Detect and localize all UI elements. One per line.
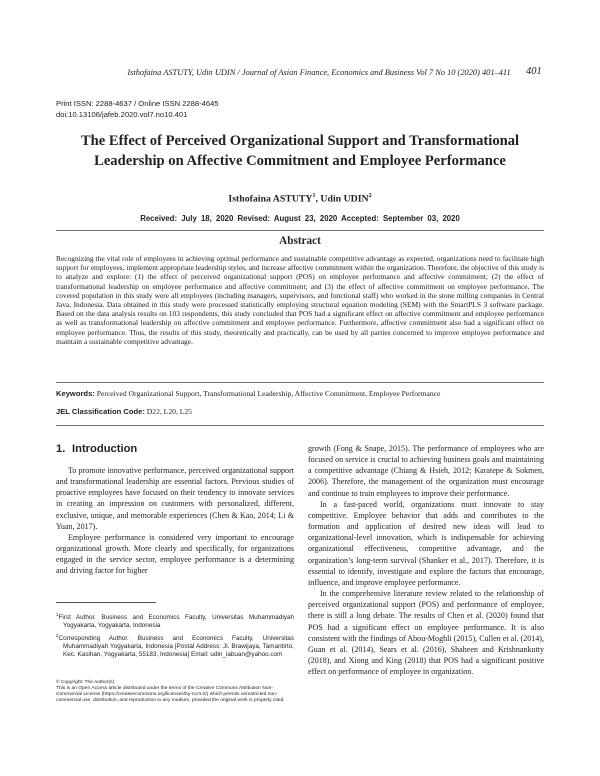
intro-paragraph: In the comprehensive literature review related to the relationship of perceived organizational support (POS) and performance of employee, there is still a long debate. The results of Chen et al. (2020) found that POS had a significant effect on employee performance. It is also consistent with the findings of Abou-Moghli (2015), Cullen et al. (2014), Guan et al. (2014), Sears et al. (2016), Shaheen and Krishnankutty (2018), and Xiong and King (2018) that POS had a significant positive effect on performance of employee in organization.: [308, 589, 544, 677]
abstract-heading: Abstract: [279, 235, 321, 247]
footnote: [56, 632, 294, 660]
submission-dates: Received: July 18, 2020 Revised: August 23, 2020 Accepted: September 03, 2020: [140, 214, 460, 223]
footnote: [56, 611, 294, 631]
page-number: 401: [526, 66, 542, 77]
section-title: Introduction: [72, 443, 138, 455]
section-number: 1.: [56, 443, 66, 455]
intro-paragraph: Employee performance is considered very important to encourage organizational growth. More clearly and specifically, for organizations engaged in the service sector, employee performance is a determining and driving factor for higher: [56, 532, 294, 576]
keywords-line: [56, 389, 544, 398]
author-1-affiliation-mark: 1: [312, 193, 316, 199]
footnote-text: First Author. Business and Economics Faculty, Universitas Muhammadiyah Yogyakarta, Yogyakarta, Indonesia: [58, 614, 294, 630]
footnotes: [56, 611, 294, 661]
abstract-top-rule: [56, 230, 544, 231]
issn-line: Print ISSN: 2288-4637 / Online ISSN 2288-4645: [56, 99, 219, 108]
footnote-mark: 2: [56, 632, 59, 638]
running-head: Isthofaina ASTUTY, Udin UDIN / Journal of Asian Finance, Economics and Business Vol 7 No 10 (2020) 401–411: [127, 68, 511, 77]
doi-line: doi:10.13106/jafeb.2020.vol7.no10.401: [56, 109, 188, 119]
intro-paragraph: To promote innovative performance, perceived organizational support and transformational leadership are essential factors. Previous studies of proactive employees have focused on their tendency to innovate services in creating an impression on customers with personalized, different, exclusive, unique, and memorable experiences (Chen & Kao, 2014; Li & Yuan, 2017).: [56, 466, 294, 531]
license-text: This is an Open Access article distributed under the terms of the Creative Commons Attribution Non-Commercial License (https://creativecommons.org/licenses/by-nc/4.0/) which permits unrestricted non-commercial use, distribution, and reproduction in any medium, provided the original work is properly cited.: [56, 686, 285, 704]
author-list: [0, 193, 600, 204]
left-column: [56, 465, 294, 577]
footnote-mark: 1: [56, 612, 59, 617]
license-notice: [56, 680, 294, 704]
jel-line: [56, 407, 544, 416]
keywords-label: Keywords:: [56, 389, 95, 398]
author-1: Isthofaina ASTUTY: [228, 193, 313, 205]
footnote-rule: [56, 602, 156, 603]
copyright-line: © Copyright: The Author(s): [56, 680, 115, 685]
paper-title: [40, 131, 560, 171]
keywords-text: Perceived Organizational Support, Transformational Leadership, Affective Commitment, Employee Performance: [94, 389, 441, 398]
author-2: Udin UDIN: [320, 193, 369, 205]
footnote-text: Corresponding Author. Business and Economics Faculty, Universitas Muhammadiyah Yogyakarta, Indonesia [Postal Address: Jl. Brawijaya, Tamantirto, Kec. Kasihan, Yogyakarta, 55183, Indonesia] Email: udin_labuan@yahoo.com: [58, 634, 294, 659]
jel-label: JEL Classification Code:: [56, 407, 145, 416]
introduction-heading: [56, 443, 137, 455]
abstract-bottom-rule: [56, 382, 544, 383]
author-separator: ,: [315, 193, 321, 205]
intro-paragraph: In a fast-paced world, organizations must innovate to stay competitive. Employee behavior that adds and contributes to the formation and application of desired new ideas will lead to organizational-level innovation, which is indispensable for achieving organizational effectiveness, competitive advantage, and the organization’s long-term survival (Shanker et al., 2017). Therefore, it is essential to identify, investigate and explore the factors that encourage, influence, and improve employee performance.: [308, 499, 544, 587]
jel-codes: D22, L20, L25: [144, 407, 192, 416]
right-column: [308, 443, 544, 677]
paper-title-line-2: Leadership on Affective Commitment and Employee Performance: [94, 153, 506, 169]
issn-block: [56, 99, 219, 120]
abstract-body: Recognizing the vital role of employees in achieving optimal performance and sustainable competitive advantage as expected, organizations need to facilitate high support for employees, implement appropriate leadership styles, and increase affective commitment within the organization. Therefore, the objective of this study is to analyze and explore: (1) the effect of perceived organizational support (POS) on employee performance and affective commitment; (2) the effect of transformational leadership on employee performance and affective commitment; and (3) the effect of affective commitment on employee performance. The covered population in this study were all employees (including managers, supervisors, and functional staff) who worked in the stone milling companies in Central Java, Indonesia. Data obtained in this study were processed statistically employing structural equation modeling (SEM) with the SmartPLS 3 software package. Based on the data analysis results on 103 respondents, this study concluded that POS had a significant effect on affective commitment and employee performance as well as transformational leadership on affective commitment and employee performance. Furthermore, affective commitment also had a significant effect on employee performance. Thus, the results of this study, theoretically and practically, can be used by all parties concerned to improve employee performance and maintain a sustainable competitive advantage.: [56, 254, 544, 346]
intro-paragraph: growth (Fong & Snape, 2015). The performance of employees who are focused on service is crucial to achieving business goals and maintaining a competitive advantage (Chiang & Hsieh, 2012; Karatepe & Sokmen, 2006). Therefore, the management of the organization must encourage and continue to train employees to improve their performance.: [308, 444, 544, 498]
paper-title-line-1: The Effect of Perceived Organizational Support and Transformational: [80, 133, 520, 149]
author-2-affiliation-mark: 2: [368, 193, 372, 199]
header-bottom-rule: [56, 425, 544, 426]
